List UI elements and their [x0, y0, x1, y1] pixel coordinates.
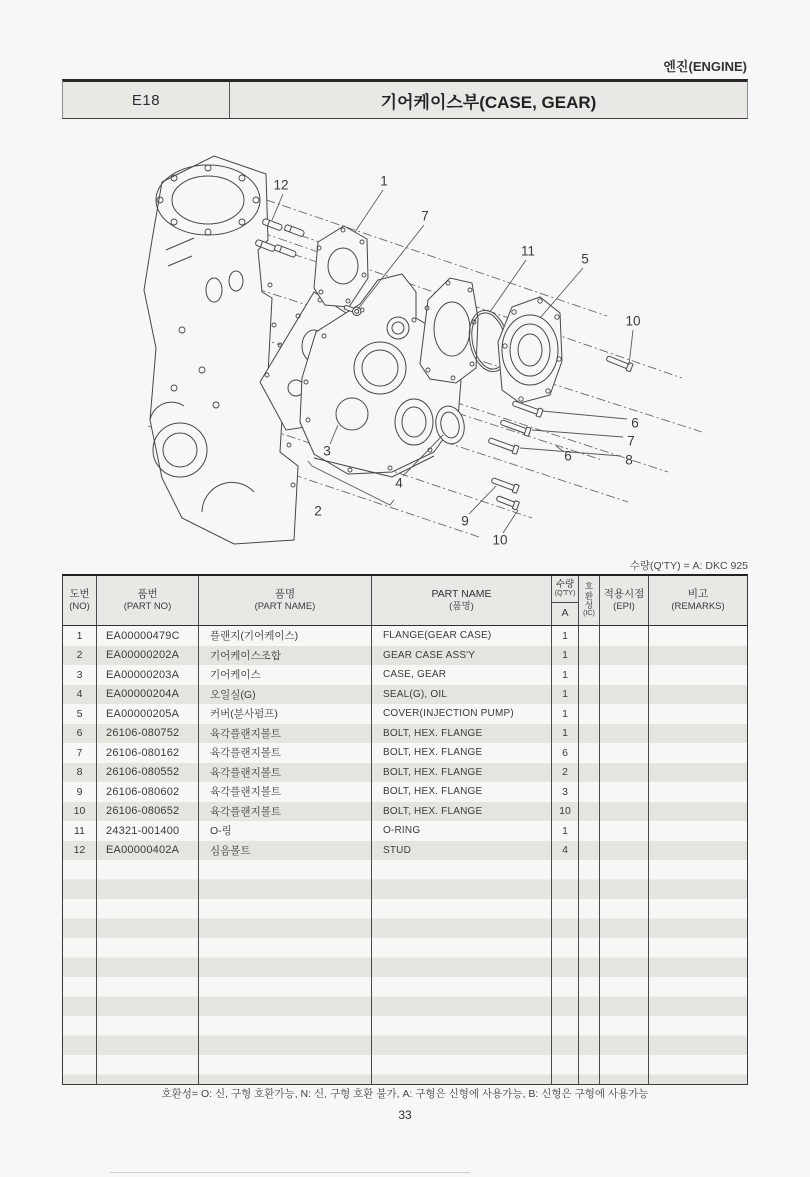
part-name-kr: 육각플랜지볼트 — [198, 802, 371, 822]
row-no: 3 — [76, 668, 83, 681]
part-name-en: COVER(INJECTION PUMP) — [371, 704, 551, 724]
part-no: 26106-080602 — [96, 782, 198, 802]
callout-5: 5 — [581, 251, 589, 267]
row-no: 2 — [76, 649, 83, 662]
epi — [599, 782, 648, 802]
table-empty-area — [63, 860, 747, 1084]
col-name-kr: 품명 (PART NAME) — [198, 576, 371, 625]
epi — [599, 626, 648, 646]
qty: 1 — [551, 821, 578, 841]
qty: 1 — [551, 626, 578, 646]
qty-note: 수량(Q'TY) = A: DKC 925 — [629, 560, 748, 572]
callout-4: 4 — [395, 475, 403, 491]
ic — [578, 821, 599, 841]
epi — [599, 704, 648, 724]
remarks — [648, 665, 747, 685]
col-remarks: 비고 (REMARKS) — [648, 576, 747, 625]
part-name-en: BOLT, HEX. FLANGE — [371, 782, 551, 802]
part-name-kr: 커버(분사펌프) — [198, 704, 371, 724]
part-name-kr: 심음볼트 — [198, 841, 371, 861]
part-name-en: CASE, GEAR — [371, 665, 551, 685]
epi — [599, 802, 648, 822]
callout-2: 2 — [314, 503, 322, 519]
table-row — [63, 802, 747, 822]
part-no: EA00000402A — [96, 841, 198, 861]
part-name-kr: 육각플랜지볼트 — [198, 782, 371, 802]
row-no: 1 — [76, 629, 83, 642]
qty: 6 — [551, 743, 578, 763]
section-header-bar — [62, 79, 748, 119]
table-header — [63, 576, 747, 626]
parts-table — [62, 574, 748, 1085]
col-ic: 호환성 (IC) — [578, 576, 599, 625]
table-row — [63, 685, 747, 705]
row-no: 4 — [76, 688, 83, 701]
page-number: 33 — [398, 1108, 412, 1122]
remarks — [648, 626, 747, 646]
compatibility-note: 호환성= O: 신, 구형 호환가능, N: 신, 구형 호환 불가, A: 구형은 신형에 사용가능, B: 신형은 구형에 사용가능 — [161, 1088, 649, 1100]
part-name-kr: O-링 — [198, 821, 371, 841]
part-name-kr: 육각플랜지볼트 — [198, 763, 371, 783]
table-row — [63, 763, 747, 783]
section-code: E18 — [63, 82, 230, 118]
qty: 2 — [551, 763, 578, 783]
flange-bolts — [488, 399, 544, 454]
table-row — [63, 704, 747, 724]
callout-6: 6 — [631, 415, 639, 431]
callout-10: 10 — [625, 313, 641, 329]
qty: 1 — [551, 704, 578, 724]
ic — [578, 665, 599, 685]
part-name-en: O-RING — [371, 821, 551, 841]
ic — [578, 685, 599, 705]
part-name-kr: 기어케이스조합 — [198, 646, 371, 666]
ic — [578, 782, 599, 802]
ic — [578, 841, 599, 861]
callout-9: 9 — [461, 513, 469, 529]
part-name-en: BOLT, HEX. FLANGE — [371, 724, 551, 744]
part-no: EA00000205A — [96, 704, 198, 724]
remarks — [648, 763, 747, 783]
col-part-no: 품번 (PART NO) — [96, 576, 198, 625]
table-row — [63, 743, 747, 763]
part-name-kr: 오일실(G) — [198, 685, 371, 705]
qty: 10 — [551, 802, 578, 822]
remarks — [648, 685, 747, 705]
row-no: 10 — [73, 805, 86, 818]
part-no: EA00000203A — [96, 665, 198, 685]
scan-artifact-line — [110, 1172, 470, 1173]
ic — [578, 743, 599, 763]
epi — [599, 763, 648, 783]
table-row — [63, 724, 747, 744]
part-no: 24321-001400 — [96, 821, 198, 841]
epi — [599, 646, 648, 666]
ic — [578, 802, 599, 822]
table-row — [63, 821, 747, 841]
qty: 1 — [551, 665, 578, 685]
col-qty-sub-a: A — [561, 607, 569, 620]
part-name-kr: 육각플랜지볼트 — [198, 724, 371, 744]
epi — [599, 724, 648, 744]
callout-3: 3 — [323, 443, 331, 459]
part-name-en: FLANGE(GEAR CASE) — [371, 626, 551, 646]
callout-10: 10 — [492, 532, 508, 548]
part-name-en: BOLT, HEX. FLANGE — [371, 763, 551, 783]
remarks — [648, 802, 747, 822]
row-no: 11 — [74, 824, 85, 837]
callout-12: 12 — [273, 177, 289, 193]
epi — [599, 841, 648, 861]
qty: 1 — [551, 685, 578, 705]
row-no: 6 — [76, 727, 83, 740]
part-name-en: GEAR CASE ASS'Y — [371, 646, 551, 666]
part-name-kr: 기어케이스 — [198, 665, 371, 685]
table-row — [63, 626, 747, 646]
table-row — [63, 646, 747, 666]
callout-7: 7 — [421, 208, 429, 224]
cover-part5 — [498, 297, 562, 403]
part-no: 26106-080652 — [96, 802, 198, 822]
callout-6: 6 — [564, 448, 572, 464]
table-row — [63, 841, 747, 861]
part-no: 26106-080752 — [96, 724, 198, 744]
callout-7: 7 — [627, 433, 635, 449]
row-no: 5 — [76, 707, 83, 720]
row-no: 8 — [76, 766, 83, 779]
flange-plate-part1 — [314, 226, 368, 307]
exploded-view-diagram — [62, 120, 748, 556]
bottom-bolts — [491, 476, 520, 510]
ic — [578, 763, 599, 783]
ic — [578, 704, 599, 724]
part-no: EA00000479C — [96, 626, 198, 646]
part-name-en: BOLT, HEX. FLANGE — [371, 743, 551, 763]
qty: 3 — [551, 782, 578, 802]
table-row — [63, 782, 747, 802]
qty: 1 — [551, 646, 578, 666]
part-no: 26106-080552 — [96, 763, 198, 783]
epi — [599, 665, 648, 685]
row-no: 12 — [73, 844, 86, 857]
remarks — [648, 724, 747, 744]
remarks — [648, 841, 747, 861]
callout-1: 1 — [380, 173, 388, 189]
remarks — [648, 704, 747, 724]
remarks — [648, 821, 747, 841]
page-title: 기어케이스부(CASE, GEAR) — [380, 92, 597, 112]
table-row — [63, 665, 747, 685]
remarks — [648, 743, 747, 763]
ic — [578, 724, 599, 744]
col-qty: 수량 (Q'TY) A — [551, 576, 578, 625]
epi — [599, 743, 648, 763]
col-name-en: PART NAME (품명) — [371, 576, 551, 625]
col-no: 도번 (NO) — [69, 588, 90, 613]
callout-11: 11 — [520, 243, 536, 259]
part-name-en: SEAL(G), OIL — [371, 685, 551, 705]
ic — [578, 646, 599, 666]
epi — [599, 685, 648, 705]
remarks — [648, 646, 747, 666]
part-no: EA00000204A — [96, 685, 198, 705]
row-no: 9 — [76, 785, 83, 798]
part-no: EA00000202A — [96, 646, 198, 666]
qty: 4 — [551, 841, 578, 861]
part-name-en: BOLT, HEX. FLANGE — [371, 802, 551, 822]
part-name-kr: 육각플랜지볼트 — [198, 743, 371, 763]
table-body — [63, 626, 747, 860]
remarks — [648, 782, 747, 802]
qty: 1 — [551, 724, 578, 744]
part-no: 26106-080162 — [96, 743, 198, 763]
callout-8: 8 — [625, 452, 633, 468]
part-name-kr: 플랜지(기어케이스) — [198, 626, 371, 646]
epi — [599, 821, 648, 841]
col-epi: 적용시점 (EPI) — [599, 576, 648, 625]
ic — [578, 626, 599, 646]
row-no: 7 — [76, 746, 83, 759]
part-name-en: STUD — [371, 841, 551, 861]
corner-label: 엔진(ENGINE) — [663, 59, 747, 74]
